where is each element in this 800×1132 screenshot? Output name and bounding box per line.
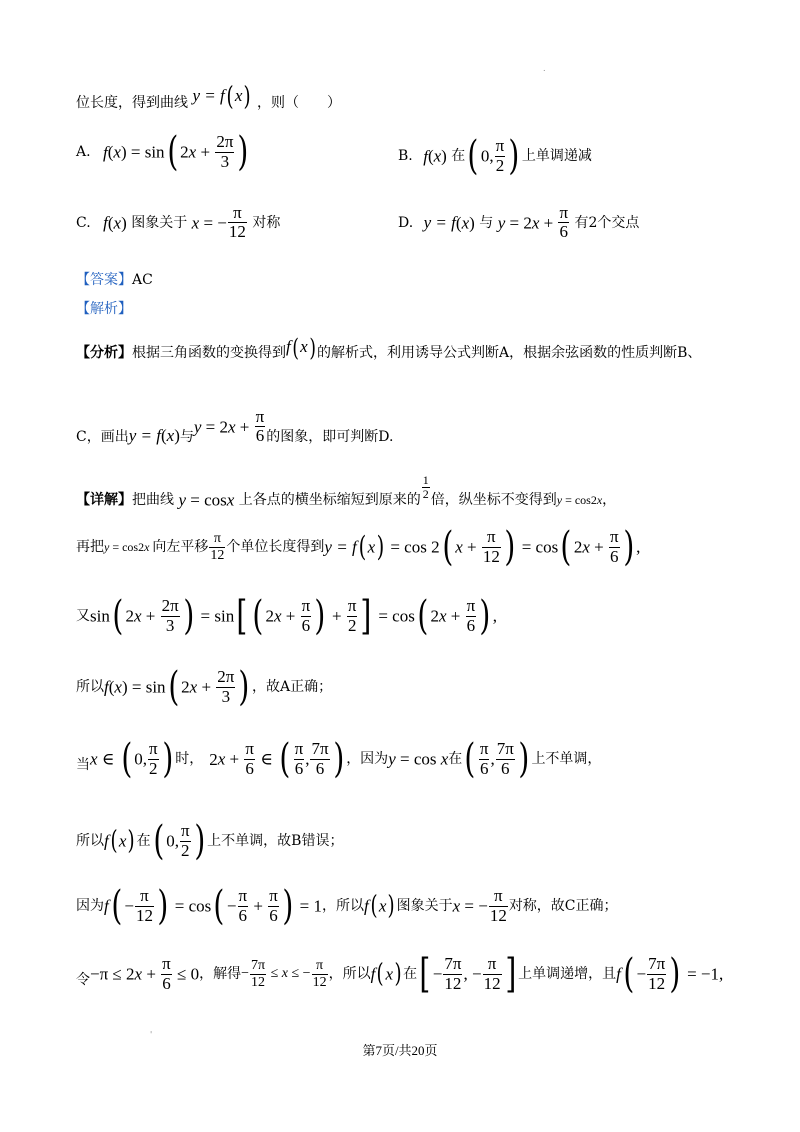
option-b[interactable]: B. f(x) 在( 0, $\frac{\pi}{2}$ ) 上单调递减: [398, 133, 592, 179]
answer-line: [76, 273, 153, 287]
answer-label: 【答案】: [76, 272, 132, 288]
analysis-heading: 【解析】: [76, 301, 132, 317]
page-footer: 第7页/共20页: [362, 1043, 438, 1058]
symmetry-line: 因为f( − $\frac{\pi}{12}$ ) = cos( − $\frac{\pi}{6}$ + $\frac{\pi}{6}$ ) = 1，所以f(x) 图象关于x = − $\frac{\pi}{12}$ 对称，故C正确；: [76, 883, 618, 929]
answer-value: AC: [132, 272, 153, 288]
speck-mark: .: [543, 64, 546, 73]
interval-line: 当x ∈ ( 0, $\frac{\pi}{2}$ ) 时， 2x + $\frac{\pi}{6}$ ∈ ( $\frac{\pi}{6}$ , $\frac{7\pi}{6}$ ) ，因为y = cos x在( $\frac{\pi}{6}$ , $\frac{7\pi}{6}$ ) 上不单调，: [76, 736, 602, 782]
monotonic-line: 令−π ≤ 2x + $\frac{\pi}{6}$ ≤ 0，解得− $\frac{7\pi}{12}$ ≤ x ≤ − $\frac{\pi}{12}$ ，所以f(x) 在[ − $\frac{7\pi}{12}$ , − $\frac{\pi}{12}$ ] 上单调递增，且f( − $\frac{7\pi}{12}$ ) = −1,: [76, 951, 724, 997]
speck-mark: ': [150, 1030, 153, 1039]
conclusion-b-line: 所以f(x) 在( 0, $\frac{\pi}{2}$ ) 上不单调，故B错误；: [76, 818, 344, 864]
option-d[interactable]: D. y = f(x) 与 y = 2x + $\frac{\pi}{6}$ 有2个交点: [398, 203, 640, 242]
question-stem-tail: 位长度，得到曲线 y = f(x) ，则（ ）: [76, 82, 342, 112]
fenxi-line-2: C，画出y = f(x)与y = 2x + $\frac{\pi}{6}$ 的图象，即可判断D.: [76, 407, 394, 446]
detail-line-1: 【详解】把曲线 y = cosx 上各点的横坐标缩短到原来的 $\frac{1}{2}$ 倍，纵坐标不变得到y = cos2x，: [76, 473, 617, 510]
fenxi-line-1: 【分析】根据三角函数的变换得到f(x)的解析式，利用诱导公式判断A，根据余弦函数的性质判断B、: [76, 334, 702, 362]
option-a[interactable]: A. f(x) = sin( 2x + $\frac{2\pi}{3}$ ): [76, 129, 249, 175]
option-c[interactable]: C. f(x) 图象关于 x = − $\frac{\pi}{12}$ 对称: [76, 203, 281, 242]
conclusion-a-line: 所以f(x) = sin( 2x + $\frac{2\pi}{3}$ ) ，故A正确；: [76, 664, 333, 710]
translate-line: 再把y = cos2x 向左平移 $\frac{\pi}{12}$ 个单位长度得到y = f(x) = cos 2( x + $\frac{\pi}{12}$ ) = cos( 2x + $\frac{\pi}{6}$ ) ,: [76, 524, 641, 570]
identity-line: 又sin( 2x + $\frac{2\pi}{3}$ ) = sin[ ( 2x + $\frac{\pi}{6}$ ) + $\frac{\pi}{2}$ ] = cos( 2x + $\frac{\pi}{6}$ ) ,: [76, 593, 498, 639]
